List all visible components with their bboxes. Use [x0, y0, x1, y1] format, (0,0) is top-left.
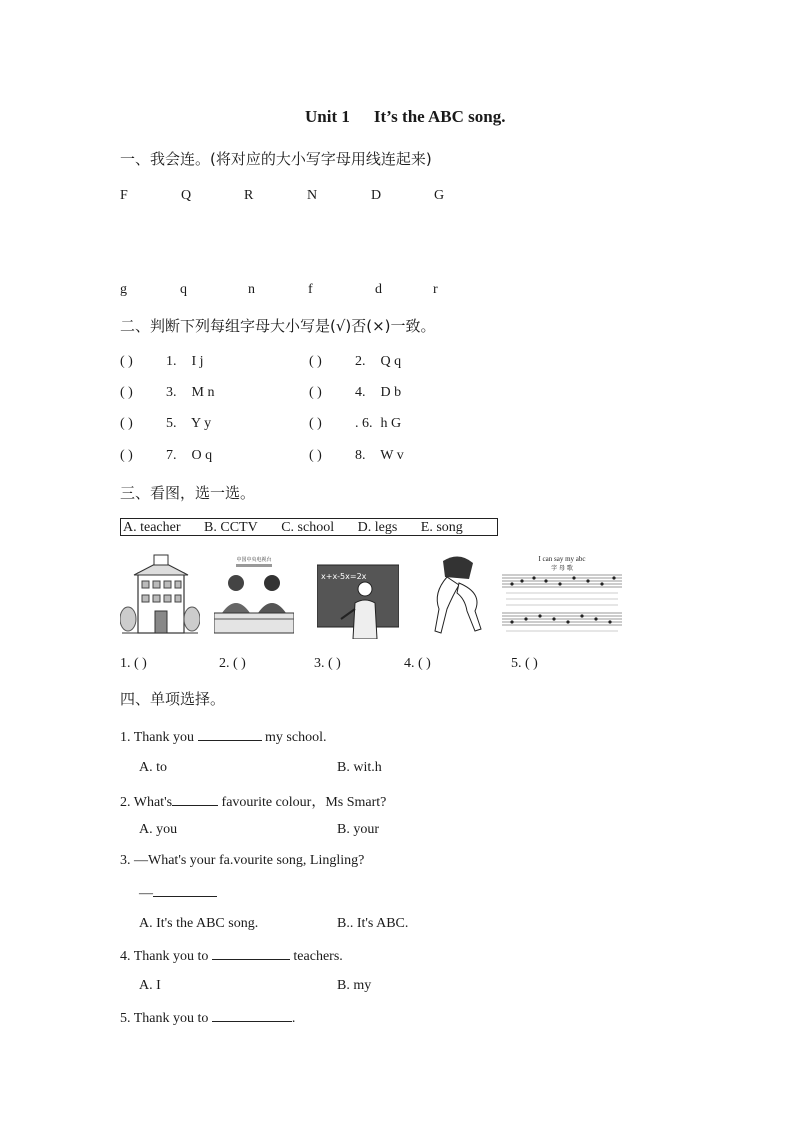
- teacher-picture: [317, 553, 399, 639]
- lower-letter[interactable]: d: [375, 282, 382, 297]
- mc-question-2: 2. What's favourite colour，Ms Smart?: [120, 795, 387, 810]
- word-bank: [120, 518, 498, 536]
- mc-option-1b[interactable]: B. wit.h: [337, 760, 382, 775]
- answer-blank[interactable]: [172, 793, 218, 806]
- upper-letter[interactable]: F: [120, 188, 128, 203]
- mc-question-3: 3. —What's your fa.vourite song, Lingling?: [120, 853, 365, 868]
- mc-option-4b[interactable]: B. my: [337, 978, 372, 993]
- school-picture: [120, 553, 200, 639]
- answer-blank[interactable]: [198, 728, 262, 741]
- answer-blank[interactable]: [153, 884, 217, 897]
- section1-heading: 一、我会连。(将对应的大小写字母用线连起来): [120, 150, 432, 168]
- judge-item-2[interactable]: ( ) 2. Q q: [309, 354, 402, 369]
- section3-heading: 三、看图，选一选。: [120, 484, 256, 502]
- sheet-title: I can say my abc: [538, 555, 586, 563]
- lower-letter[interactable]: q: [180, 282, 187, 297]
- answer-blank[interactable]: [212, 1009, 292, 1022]
- picture-answer-4[interactable]: 4. ( ): [404, 656, 431, 671]
- board-text: x+x-5x=2x: [321, 572, 367, 581]
- mc-option-4a[interactable]: A. I: [139, 978, 161, 993]
- judge-item-1[interactable]: ( ) 1. I j: [120, 354, 204, 369]
- lower-letter[interactable]: g: [120, 282, 127, 297]
- upper-letter[interactable]: N: [307, 188, 318, 203]
- picture-answer-5[interactable]: 5. ( ): [511, 656, 538, 671]
- upper-letter[interactable]: D: [371, 188, 382, 203]
- judge-item-7[interactable]: ( ) 7. O q: [120, 448, 213, 463]
- cctv-picture: [214, 553, 294, 639]
- judge-item-8[interactable]: ( ) 8. W v: [309, 448, 404, 463]
- upper-letter[interactable]: Q: [181, 188, 192, 203]
- picture-answer-1[interactable]: 1. ( ): [120, 656, 147, 671]
- judge-item-4[interactable]: ( ) 4. D b: [309, 385, 402, 400]
- page-title: Unit 1 It’s the ABC song.: [305, 107, 506, 126]
- lower-letter[interactable]: n: [248, 282, 255, 297]
- section4-heading: 四、单项选择。: [120, 690, 226, 708]
- mc-question-4: 4. Thank you to teachers.: [120, 949, 343, 964]
- mc-option-3b[interactable]: B.. It's ABC.: [337, 916, 409, 931]
- word-option: D. legs: [357, 520, 398, 535]
- picture-answer-2[interactable]: 2. ( ): [219, 656, 246, 671]
- news-caption: 中国中央电视台: [236, 557, 272, 563]
- judge-item-5[interactable]: ( ) 5. Y y: [120, 416, 212, 431]
- legs-picture: [425, 553, 495, 639]
- word-option: A. teacher: [123, 520, 181, 535]
- mc-option-2a[interactable]: A. you: [139, 822, 178, 837]
- mc-option-1a[interactable]: A. to: [139, 760, 167, 775]
- word-option: C. school: [281, 520, 335, 535]
- section2-heading: 二、判断下列每组字母大小写是(√)否(×)一致。: [120, 317, 436, 335]
- upper-letter[interactable]: G: [434, 188, 445, 203]
- upper-letter[interactable]: R: [244, 188, 254, 203]
- mc-question-3-answer: —: [139, 884, 217, 902]
- lower-letter[interactable]: r: [433, 282, 438, 297]
- word-option: B. CCTV: [204, 520, 258, 535]
- mc-option-2b[interactable]: B. your: [337, 822, 379, 837]
- judge-item-3[interactable]: ( ) 3. M n: [120, 385, 215, 400]
- mc-question-5: 5. Thank you to .: [120, 1011, 296, 1026]
- mc-question-1: 1. Thank you my school.: [120, 730, 327, 745]
- song-sheet-picture: [500, 553, 624, 639]
- answer-blank[interactable]: [212, 947, 290, 960]
- judge-item-6[interactable]: ( ) . 6. h G: [309, 416, 402, 431]
- sheet-subtitle: 字 母 歌: [551, 565, 573, 572]
- word-option: E. song: [420, 520, 463, 535]
- lower-letter[interactable]: f: [308, 282, 313, 297]
- mc-option-3a[interactable]: A. It's the ABC song.: [139, 916, 259, 931]
- picture-answer-3[interactable]: 3. ( ): [314, 656, 341, 671]
